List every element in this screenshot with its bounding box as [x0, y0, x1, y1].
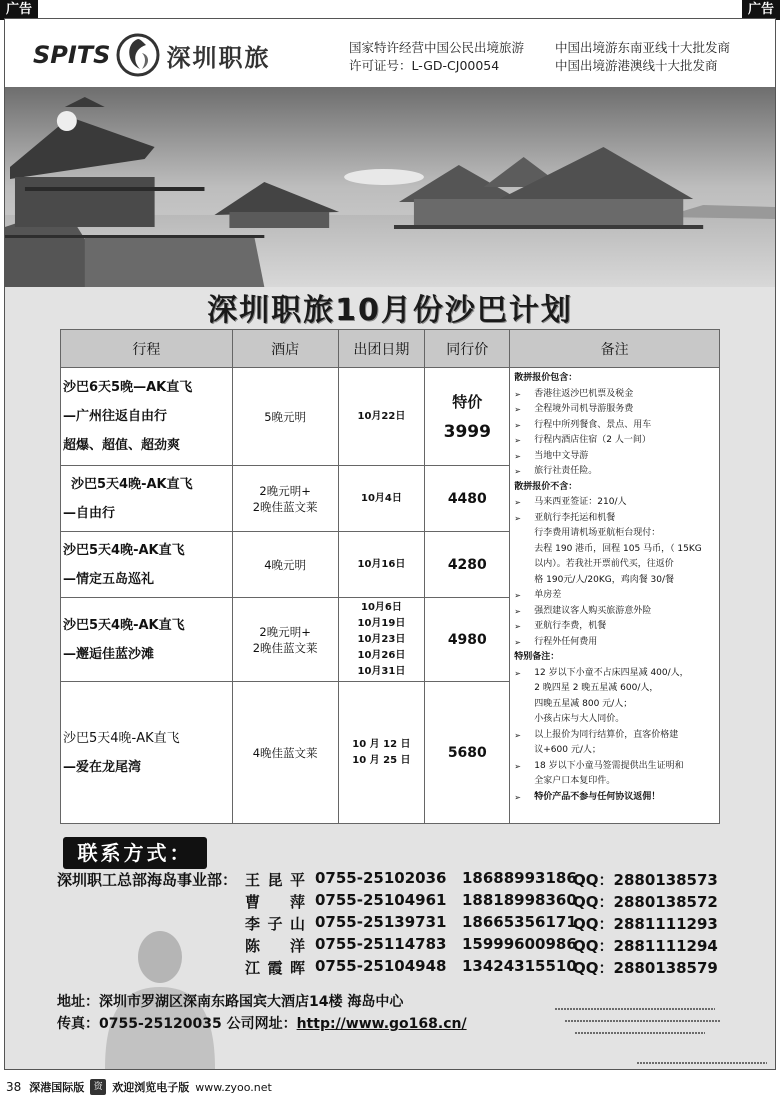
- route-cell: [61, 532, 233, 598]
- contact-name: 李子山: [245, 915, 305, 933]
- notes-item: ➢ 马来西亚签证：210/人: [514, 495, 715, 511]
- depart-date: 10月22日: [357, 410, 406, 422]
- contact-name: 陈洋: [245, 937, 305, 955]
- fax-label: 传真：0755-25120035 公司网址：: [57, 1016, 297, 1032]
- hotel-cell: 2晚元明+ 2晚佳蓝文莱: [232, 598, 338, 682]
- special-price-label: 特价: [452, 392, 483, 411]
- route-line: —邂逅佳蓝沙滩: [63, 646, 155, 662]
- notes-heading: 特别备注：: [514, 652, 560, 662]
- notes-list: [514, 371, 715, 805]
- depart-date: 10月26日: [357, 649, 406, 661]
- price-value: 4480: [447, 490, 487, 507]
- date-cell: [338, 682, 425, 824]
- notes-item: ➢ 行程中所列餐食、景点、用车: [514, 418, 715, 434]
- contact-tel: 0755-25104948: [315, 957, 447, 975]
- tour-table: [60, 329, 720, 824]
- website-link[interactable]: http://www.go168.cn/: [296, 1016, 467, 1032]
- contact-mobile: 18665356171: [462, 913, 577, 931]
- depart-date: 10月4日: [360, 492, 402, 504]
- notes-item: 四晚五星减 800 元/人；: [534, 698, 633, 709]
- contact-tel: 0755-25102036: [315, 869, 447, 887]
- depart-date: 10 月 25 日: [352, 754, 411, 766]
- brand-name-cn: 深圳职旅: [166, 43, 271, 72]
- depart-date: 10月6日: [360, 601, 402, 613]
- advert-page: [4, 18, 776, 1070]
- price-cell: [425, 368, 510, 466]
- route-cell: [61, 466, 233, 532]
- col-hotel: 酒店: [232, 330, 338, 368]
- date-cell: [338, 466, 425, 532]
- table-row: [61, 368, 720, 466]
- table-header-row: [61, 330, 720, 368]
- notes-item: ➢ 当地中文导游: [514, 449, 715, 465]
- depart-date: 10月16日: [357, 558, 406, 570]
- route-line: 沙巴5天4晚-AK直飞: [71, 476, 193, 492]
- contact-badge: 联系方式：: [63, 837, 207, 869]
- award-line: 中国出境游东南亚线十大批发商: [555, 40, 731, 55]
- contact-mobile: 18818998360: [462, 891, 577, 909]
- notes-item: 格 190元/人/20KG，鸡肉餐 30/餐: [534, 574, 675, 585]
- notes-item: 以内）。若我社开票前代买，往返价: [534, 559, 674, 569]
- hotel-cell: 2晚元明+ 2晚佳蓝文莱: [232, 466, 338, 532]
- notes-heading: 散拼报价包含：: [514, 373, 578, 383]
- resort-photo: [5, 87, 775, 287]
- slogan-scribble: [637, 1059, 767, 1067]
- route-line: 沙巴5天4晚-AK直飞: [63, 617, 185, 633]
- notes-item: 议+600 元/人；: [534, 745, 601, 755]
- contact-name: 王昆平: [245, 871, 305, 889]
- contact-name: 曹萍: [245, 893, 305, 911]
- brand-logo: [33, 33, 270, 77]
- notes-item: ➢ 强烈建议客人购买旅游意外险: [514, 604, 715, 620]
- route-line: 沙巴5天4晚-AK直飞: [63, 542, 185, 558]
- address-block: [57, 991, 467, 1035]
- page-number: 38: [6, 1080, 22, 1094]
- footer-url[interactable]: www.zyoo.net: [195, 1080, 272, 1094]
- license-line: 国家特许经营中国公民出境旅游: [349, 40, 525, 55]
- price-cell: [425, 682, 510, 824]
- notes-item: 小孩占床与大人同价。: [534, 714, 625, 724]
- notes-item: ➢ 18 岁以下小童马签需提供出生证明和: [514, 759, 715, 775]
- header: [5, 19, 775, 87]
- footer-tagline: 欢迎浏览电子版: [112, 1081, 190, 1094]
- notes-item: 全家户口本复印件。: [534, 776, 616, 786]
- notes-item: ➢ 12 岁以下小童不占床四星减 400/人，: [514, 666, 715, 682]
- magazine-logo-icon: 资: [90, 1079, 106, 1095]
- notes-heading: 散拼报价不含：: [514, 481, 578, 492]
- ad-tag-right: 广告: [742, 0, 780, 20]
- notes-item: ➢ 以上报价为同行结算价，直客价格建: [514, 728, 715, 744]
- route-line: 超爆、超值、超劲爽: [63, 438, 181, 453]
- price-value: 5680: [447, 744, 487, 761]
- contact-name: 江霞晖: [245, 959, 305, 977]
- route-cell: [61, 598, 233, 682]
- contact-tel: 0755-25114783: [315, 935, 447, 953]
- price-value: 4980: [447, 631, 487, 648]
- route-line: 沙巴6天5晚—AK直飞: [63, 380, 193, 395]
- date-cell: [338, 368, 425, 466]
- slogan-scribble: [545, 1003, 725, 1039]
- price-cell: [425, 532, 510, 598]
- license-number: 许可证号：L-GD-CJ00054: [349, 58, 500, 73]
- depart-date: 10月23日: [357, 633, 406, 645]
- contact-mobile: 13424315510: [462, 957, 577, 975]
- license-block-right: [555, 39, 730, 75]
- notes-item: ➢ 行程外任何费用: [514, 635, 715, 651]
- fax-line: [57, 1013, 467, 1035]
- notes-item: 行李费用请机场亚航柜台现付：: [534, 528, 661, 538]
- depart-date: 10月31日: [357, 665, 406, 677]
- notes-item: ➢ 行程内酒店住宿（2 人一间）: [514, 433, 715, 449]
- notes-item: ➢ 单房差: [514, 588, 715, 604]
- route-line: —自由行: [63, 505, 116, 521]
- notes-item: ➢ 特价产品不参与任何协议返佣！: [514, 790, 715, 806]
- route-line: 沙巴5天4晚-AK直飞: [63, 730, 180, 746]
- contact-tel: 0755-25139731: [315, 913, 447, 931]
- notes-item: 2 晚四星 2 晚五星减 600/人，: [534, 683, 659, 693]
- notes-item: ➢ 香港往返沙巴机票及税金: [514, 387, 715, 403]
- price-value: 4280: [447, 556, 487, 573]
- notes-item: ➢ 亚航行李费，机餐: [514, 619, 715, 635]
- contact-tel: 0755-25104961: [315, 891, 447, 909]
- route-cell: [61, 682, 233, 824]
- col-date: 出团日期: [338, 330, 425, 368]
- hotel-cell: 5晚元明: [232, 368, 338, 466]
- edition-name: 深港国际版: [29, 1081, 85, 1094]
- page-footer: [0, 1074, 780, 1100]
- page-title: 深圳职旅10月份沙巴计划: [207, 293, 573, 328]
- notes-item: 去程 190 港币，回程 105 马币，（ 15KG: [534, 543, 702, 554]
- hotel-cell: 4晚佳蓝文莱: [232, 682, 338, 824]
- col-route: 行程: [61, 330, 233, 368]
- contact-qq: QQ：2880138573: [573, 871, 718, 889]
- brand-swirl-icon: [116, 33, 160, 77]
- price-cell: [425, 598, 510, 682]
- brand-name-en: SPITS: [33, 41, 111, 69]
- license-block-left: [349, 39, 524, 75]
- depart-date: 10 月 12 日: [352, 738, 411, 750]
- contact-mobile: 18688993186: [462, 869, 577, 887]
- date-cell: [338, 598, 425, 682]
- route-line: —爱在龙尾湾: [63, 759, 142, 775]
- notes-cell: [510, 368, 720, 824]
- ad-tag-left: 广告: [0, 0, 38, 20]
- price-value: 3999: [443, 421, 491, 442]
- notes-item: ➢ 亚航行李托运和机餐: [514, 511, 715, 527]
- award-line: 中国出境游港澳线十大批发商: [555, 58, 718, 73]
- contact-qq: QQ：2880138572: [573, 893, 718, 911]
- contact-mobile: 15999600986: [462, 935, 577, 953]
- price-cell: [425, 466, 510, 532]
- department-name: 深圳职工总部海岛事业部：: [57, 871, 238, 889]
- notes-item: ➢ 全程境外司机导游服务费: [514, 402, 715, 418]
- notes-item: ➢ 旅行社责任险。: [514, 464, 715, 480]
- contact-qq: QQ：2880138579: [573, 959, 718, 977]
- route-cell: [61, 368, 233, 466]
- col-notes: 备注: [510, 330, 720, 368]
- col-price: 同行价: [425, 330, 510, 368]
- date-cell: [338, 532, 425, 598]
- hotel-cell: 4晚元明: [232, 532, 338, 598]
- contact-qq: QQ：2881111293: [573, 915, 718, 933]
- contact-qq: QQ：2881111294: [573, 937, 718, 955]
- depart-date: 10月19日: [357, 617, 406, 629]
- route-line: —广州往返自由行: [63, 409, 168, 424]
- route-line: —情定五岛巡礼: [63, 571, 155, 587]
- address-line: 地址：深圳市罗湖区深南东路国宾大酒店14楼 海岛中心: [57, 994, 404, 1010]
